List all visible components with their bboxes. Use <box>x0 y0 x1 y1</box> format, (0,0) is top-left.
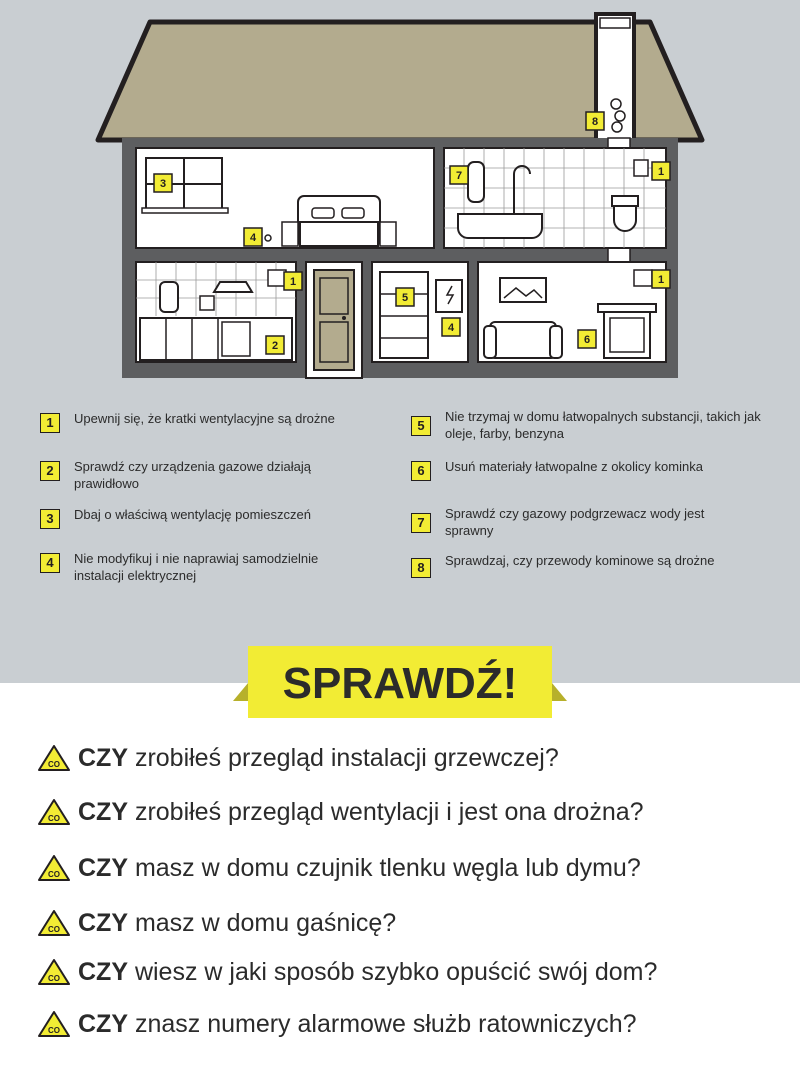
legend-text: Dbaj o właściwą wentylację pomieszczeń <box>74 507 311 522</box>
legend-item-3 <box>40 506 380 529</box>
house-badge-1a <box>652 162 670 180</box>
legend-text: Upewnij się, że kratki wentylacyjne są drożne <box>74 411 335 426</box>
legend-text: Sprawdzaj, czy przewody kominowe są drożne <box>445 553 715 568</box>
question-text <box>78 798 644 827</box>
svg-text:5: 5 <box>401 292 409 304</box>
legend-item-4 <box>40 550 380 584</box>
co-warning-icon <box>38 854 70 882</box>
question-item <box>38 848 641 888</box>
house-badge-7 <box>450 166 468 184</box>
svg-text:2: 2 <box>271 340 279 352</box>
question-lead: CZY <box>78 853 128 882</box>
question-body: masz w domu gaśnicę? <box>128 908 397 937</box>
question-lead: CZY <box>78 797 128 826</box>
svg-text:8: 8 <box>591 116 599 128</box>
svg-text:4: 4 <box>249 232 257 244</box>
svg-text:CO: CO <box>48 974 60 983</box>
legend-item-8 <box>411 552 771 578</box>
legend-badge: 7 <box>411 513 431 533</box>
question-text <box>78 854 641 883</box>
legend-badge: 4 <box>40 553 60 573</box>
legend-badge: 5 <box>411 416 431 436</box>
banner-fold-left <box>233 683 248 701</box>
legend-text: Sprawdź czy gazowy podgrzewacz wody jest sprawny <box>445 506 705 538</box>
house-illustration <box>0 0 800 400</box>
house-badge-1c <box>652 270 670 288</box>
banner-fold-right <box>552 683 567 701</box>
question-lead: CZY <box>78 743 128 772</box>
legend-item-7 <box>411 505 771 539</box>
legend-item-5 <box>411 408 771 442</box>
svg-text:CO: CO <box>48 925 60 934</box>
svg-text:CO: CO <box>48 760 60 769</box>
legend-text: Usuń materiały łatwopalne z okolicy kominka <box>445 459 703 474</box>
legend-badge: 8 <box>411 558 431 578</box>
question-item <box>38 738 559 778</box>
co-warning-icon <box>38 909 70 937</box>
svg-text:6: 6 <box>583 334 591 346</box>
question-body: znasz numery alarmowe służb ratowniczych? <box>128 1009 637 1038</box>
question-lead: CZY <box>78 1009 128 1038</box>
legend-text: Nie trzymaj w domu łatwopalnych substancji, takich jak oleje, farby, benzyna <box>445 409 761 441</box>
question-item <box>38 903 396 943</box>
svg-text:4: 4 <box>447 322 455 334</box>
svg-text:7: 7 <box>455 170 463 182</box>
co-warning-icon <box>38 744 70 772</box>
question-body: masz w domu czujnik tlenku węgla lub dymu? <box>128 853 641 882</box>
co-warning-icon <box>38 798 70 826</box>
house-badge-4a <box>244 228 262 246</box>
question-item <box>38 952 657 992</box>
question-text <box>78 958 657 987</box>
question-body: wiesz w jaki sposób szybko opuścić swój dom? <box>128 957 658 986</box>
question-text <box>78 744 559 773</box>
house-badge-5 <box>396 288 414 306</box>
question-text <box>78 1010 637 1039</box>
house-badge-4b <box>442 318 460 336</box>
co-warning-icon <box>38 1010 70 1038</box>
legend-text: Nie modyfikuj i nie naprawiaj samodzielnie instalacji elektrycznej <box>74 551 319 583</box>
question-lead: CZY <box>78 908 128 937</box>
svg-text:CO: CO <box>48 814 60 823</box>
legend-item-6 <box>411 458 771 481</box>
banner-title: SPRAWDŹ! <box>282 659 518 708</box>
house-badge-1b <box>284 272 302 290</box>
svg-text:1: 1 <box>657 274 665 286</box>
svg-text:3: 3 <box>159 178 167 190</box>
legend-text: Sprawdź czy urządzenia gazowe działają prawidłowo <box>74 459 312 491</box>
svg-text:CO: CO <box>48 1026 60 1035</box>
house-badge-8 <box>586 112 604 130</box>
house-badge-6 <box>578 330 596 348</box>
legend-badge: 6 <box>411 461 431 481</box>
svg-text:1: 1 <box>657 166 665 178</box>
co-warning-icon <box>38 958 70 986</box>
legend-badge: 2 <box>40 461 60 481</box>
question-lead: CZY <box>78 957 128 986</box>
legend-badge: 1 <box>40 413 60 433</box>
legend-item-2 <box>40 458 360 492</box>
question-item <box>38 792 644 832</box>
svg-text:CO: CO <box>48 870 60 879</box>
question-text <box>78 909 396 938</box>
question-body: zrobiłeś przegląd instalacji grzewczej? <box>128 743 559 772</box>
house-badge-2 <box>266 336 284 354</box>
svg-text:1: 1 <box>289 276 297 288</box>
question-body: zrobiłeś przegląd wentylacji i jest ona drożna? <box>128 797 644 826</box>
question-item <box>38 1004 637 1044</box>
legend-badge: 3 <box>40 509 60 529</box>
legend-item-1 <box>40 410 380 433</box>
house-badge-3 <box>154 174 172 192</box>
